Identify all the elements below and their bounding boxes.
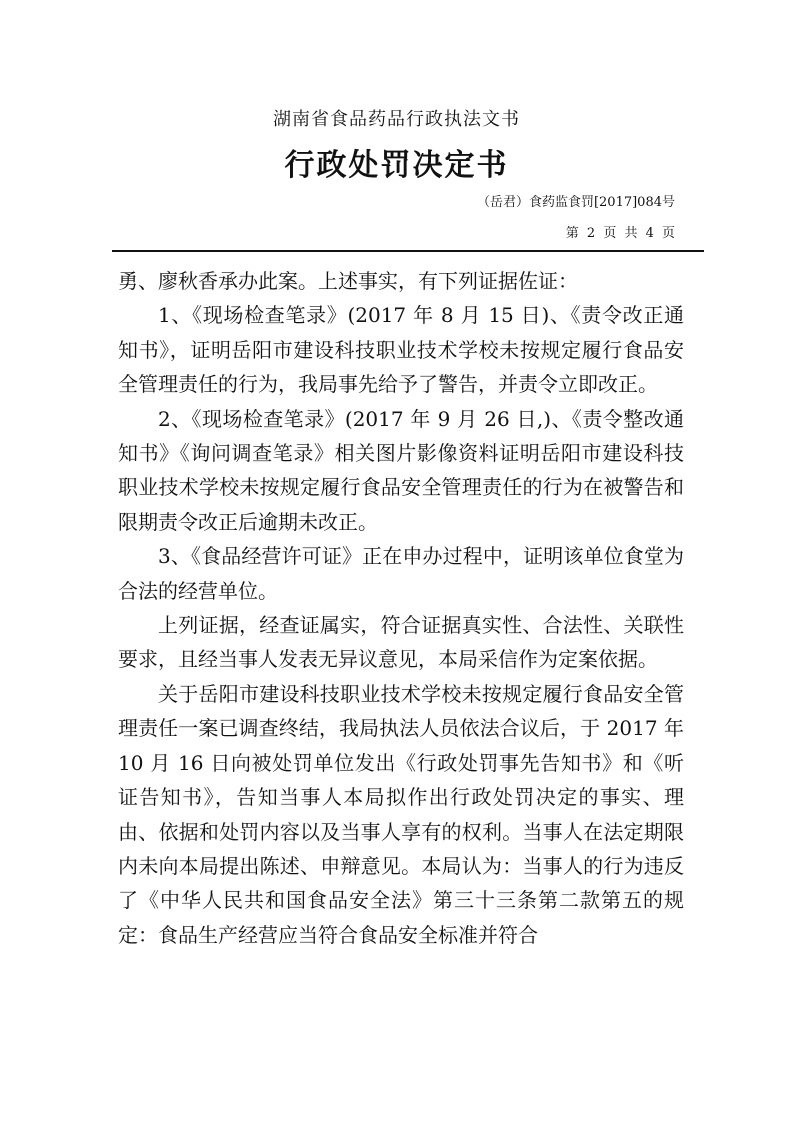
body-paragraph-evidence-1: 1、《现场检查笔录》(2017 年 8 月 15 日)、《责令改正通知书》，证明岳阳市建设科技职业技术学校未按规定履行食品安全管理责任的行为，我局事先给予了警告，并责令立即改正。 (118, 303, 684, 397)
body-paragraph-evidence-summary: 上列证据，经查证属实，符合证据真实性、合法性、关联性要求，且经当事人发表无异议意见，本局采信作为定案依据。 (118, 613, 684, 672)
document-number: （岳君）食药监食罚[2017]084号 (476, 195, 675, 210)
org-title: 湖南省食品药品行政执法文书 (273, 109, 520, 130)
page-indicator: 第 2 页 共 4 页 (565, 226, 675, 241)
document-title: 行政处罚决定书 (284, 148, 509, 183)
body-paragraph-investigation: 关于岳阳市建设科技职业技术学校未按规定履行食品安全管理责任一案已调查终结，我局执法人员依法合议后，于 2017 年 10 月 16 日向被处罚单位发出《行政处罚事先告知书》和《听证告知书》，告知当事人本局拟作出行政处罚决定的事实、理由、依据和处罚内容以及当事人享有的权利。当事人在法定期限内未向本局提出陈述、申辩意见。本局认为：当事人的行为违反了《中华人民共和国食品安全法》第三十三条第二款第五的规定：食品生产经营应当符合食品安全标准并符合 (118, 681, 684, 947)
document-body (118, 264, 684, 952)
body-paragraph-evidence-3: 3、《食品经营许可证》正在申办过程中，证明该单位食堂为合法的经营单位。 (118, 544, 684, 603)
body-paragraph-evidence-2: 2、《现场检查笔录》(2017 年 9 月 26 日,)、《责令整改通知书》《询问调查笔录》相关图片影像资料证明岳阳市建设科技职业技术学校未按规定履行食品安全管理责任的行为在被警告和限期责令改正后逾期未改正。 (118, 406, 684, 534)
body-paragraph-continuation: 勇、廖秋香承办此案。上述事实，有下列证据佐证： (118, 269, 578, 293)
header-divider (112, 250, 704, 252)
